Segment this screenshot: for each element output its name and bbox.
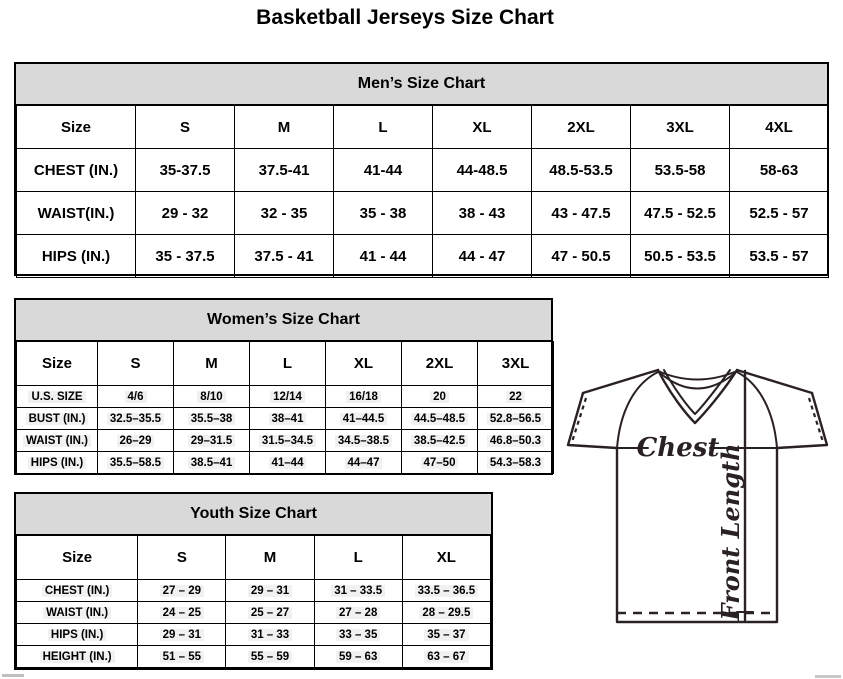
size-value: 33.5 – 36.5 bbox=[415, 585, 479, 597]
row-label-text: HIPS (IN.) bbox=[48, 629, 106, 641]
size-value: 29–31.5 bbox=[188, 435, 236, 447]
size-value-cell bbox=[334, 235, 433, 278]
column-header: L bbox=[314, 536, 402, 580]
size-value: 31 – 33.5 bbox=[331, 585, 385, 597]
size-value-cell bbox=[532, 235, 631, 278]
column-header: S bbox=[136, 106, 235, 149]
size-value: 47.5 - 52.5 bbox=[644, 204, 716, 222]
size-value-cell bbox=[532, 149, 631, 192]
row-label-text: CHEST (IN.) bbox=[42, 585, 113, 597]
size-value: 38.5–42.5 bbox=[411, 435, 468, 447]
size-value-cell bbox=[314, 624, 402, 646]
jersey-left-shoulder bbox=[583, 370, 658, 393]
size-value-cell bbox=[138, 624, 226, 646]
womens-size-chart-title: Women’s Size Chart bbox=[16, 300, 551, 341]
column-header: XL bbox=[433, 106, 532, 149]
size-value: 52.5 - 57 bbox=[749, 204, 809, 222]
size-value: 41 - 44 bbox=[359, 247, 407, 265]
size-value: 4/6 bbox=[125, 391, 147, 403]
size-value-cell bbox=[314, 602, 402, 624]
size-value: 34.5–38.5 bbox=[335, 435, 392, 447]
row-label-text: WAIST (IN.) bbox=[43, 607, 111, 619]
size-value-cell bbox=[433, 149, 532, 192]
size-value: 53.5 - 57 bbox=[749, 247, 809, 265]
size-value: 44.5–48.5 bbox=[411, 413, 468, 425]
size-value-cell bbox=[226, 624, 314, 646]
column-header: 4XL bbox=[730, 106, 829, 149]
row-label bbox=[17, 602, 138, 624]
size-value: 46.8–50.3 bbox=[487, 435, 544, 447]
size-value: 35.5–58.5 bbox=[107, 457, 164, 469]
size-value: 37.5 - 41 bbox=[254, 247, 314, 265]
row-label bbox=[17, 149, 136, 192]
size-value-cell bbox=[326, 430, 402, 452]
size-value-cell bbox=[98, 430, 174, 452]
size-value: 41-44 bbox=[363, 161, 403, 179]
size-value: 38 - 43 bbox=[458, 204, 506, 222]
size-value: 37.5-41 bbox=[258, 161, 310, 179]
size-value-cell bbox=[250, 408, 326, 430]
row-label bbox=[17, 386, 98, 408]
scrollbar-fragment-right bbox=[815, 675, 841, 678]
size-value: 24 – 25 bbox=[160, 607, 204, 619]
size-value: 8/10 bbox=[197, 391, 225, 403]
scrollbar-fragment-left bbox=[2, 674, 24, 677]
size-value: 31 – 33 bbox=[248, 629, 292, 641]
size-value: 55 – 59 bbox=[248, 651, 292, 663]
row-label-text: HIPS (IN.) bbox=[41, 247, 111, 265]
size-value-cell bbox=[174, 386, 250, 408]
row-label bbox=[17, 452, 98, 474]
column-header: L bbox=[334, 106, 433, 149]
size-value-cell bbox=[98, 386, 174, 408]
size-value-cell bbox=[478, 408, 554, 430]
column-header: 2XL bbox=[532, 106, 631, 149]
column-header: 3XL bbox=[631, 106, 730, 149]
size-value-cell bbox=[98, 452, 174, 474]
size-value-cell bbox=[402, 430, 478, 452]
column-header: Size bbox=[17, 342, 98, 386]
jersey-diagram-svg bbox=[556, 360, 843, 660]
size-value-cell bbox=[98, 408, 174, 430]
size-value-cell bbox=[250, 386, 326, 408]
size-value: 28 – 29.5 bbox=[419, 607, 473, 619]
row-label bbox=[17, 235, 136, 278]
size-value-cell bbox=[136, 149, 235, 192]
size-value: 22 bbox=[506, 391, 525, 403]
size-value-cell bbox=[402, 624, 490, 646]
size-value-cell bbox=[478, 452, 554, 474]
size-value-cell bbox=[138, 580, 226, 602]
size-value-cell bbox=[136, 235, 235, 278]
mens-size-table bbox=[16, 105, 829, 278]
youth-size-table bbox=[16, 535, 491, 668]
size-value-cell bbox=[314, 646, 402, 668]
column-header: L bbox=[250, 342, 326, 386]
size-value: 63 – 67 bbox=[424, 651, 468, 663]
size-value: 44-48.5 bbox=[456, 161, 508, 179]
size-value-cell bbox=[730, 149, 829, 192]
size-value: 38–41 bbox=[269, 413, 307, 425]
size-value: 32 - 35 bbox=[260, 204, 308, 222]
size-value-cell bbox=[174, 452, 250, 474]
size-value-cell bbox=[334, 192, 433, 235]
size-value: 29 - 32 bbox=[161, 204, 209, 222]
page-title: Basketball Jerseys Size Chart bbox=[256, 6, 554, 29]
column-header: S bbox=[138, 536, 226, 580]
size-value: 16/18 bbox=[346, 391, 381, 403]
size-value: 53.5-58 bbox=[654, 161, 706, 179]
mens-size-chart-title: Men’s Size Chart bbox=[16, 64, 827, 105]
row-label bbox=[17, 408, 98, 430]
size-value-cell bbox=[402, 452, 478, 474]
size-value-cell bbox=[326, 386, 402, 408]
size-value: 32.5–35.5 bbox=[107, 413, 164, 425]
size-value-cell bbox=[478, 430, 554, 452]
size-value: 20 bbox=[430, 391, 449, 403]
row-label-text: WAIST(IN.) bbox=[37, 204, 115, 222]
row-label-text: BUST (IN.) bbox=[26, 413, 89, 425]
row-label-text: WAIST (IN.) bbox=[23, 435, 91, 447]
size-value-cell bbox=[235, 235, 334, 278]
chest-label: Chest bbox=[636, 433, 720, 463]
size-value: 12/14 bbox=[270, 391, 305, 403]
size-value-cell bbox=[730, 235, 829, 278]
row-label bbox=[17, 430, 98, 452]
size-value-cell bbox=[226, 580, 314, 602]
size-value: 41–44 bbox=[269, 457, 307, 469]
size-value-cell bbox=[235, 192, 334, 235]
size-value-cell bbox=[138, 602, 226, 624]
size-value: 29 – 31 bbox=[248, 585, 292, 597]
size-value: 31.5–34.5 bbox=[259, 435, 316, 447]
row-label-text: HEIGHT (IN.) bbox=[40, 651, 115, 663]
size-value-cell bbox=[402, 408, 478, 430]
size-value: 43 - 47.5 bbox=[551, 204, 611, 222]
column-header: 3XL bbox=[478, 342, 554, 386]
size-value: 44 - 47 bbox=[458, 247, 506, 265]
size-value-cell bbox=[532, 192, 631, 235]
size-value-cell bbox=[334, 149, 433, 192]
size-value-cell bbox=[730, 192, 829, 235]
size-value: 35 – 37 bbox=[424, 629, 468, 641]
mens-size-chart bbox=[14, 62, 829, 276]
row-label-text: CHEST (IN.) bbox=[33, 161, 119, 179]
size-value: 47–50 bbox=[421, 457, 459, 469]
jersey-measurement-diagram bbox=[556, 360, 843, 660]
size-value-cell bbox=[433, 192, 532, 235]
size-value: 51 – 55 bbox=[160, 651, 204, 663]
column-header: Size bbox=[17, 536, 138, 580]
size-value-cell bbox=[631, 149, 730, 192]
size-value: 41–44.5 bbox=[340, 413, 388, 425]
size-value: 48.5-53.5 bbox=[549, 161, 613, 179]
size-value: 47 - 50.5 bbox=[551, 247, 611, 265]
youth-size-chart bbox=[14, 492, 493, 670]
size-value-cell bbox=[136, 192, 235, 235]
size-value: 26–29 bbox=[117, 435, 155, 447]
size-value: 58-63 bbox=[759, 161, 799, 179]
row-label bbox=[17, 580, 138, 602]
size-value-cell bbox=[326, 452, 402, 474]
size-value: 35 - 38 bbox=[359, 204, 407, 222]
size-value: 27 – 28 bbox=[336, 607, 380, 619]
size-value: 35.5–38 bbox=[188, 413, 236, 425]
size-value-cell bbox=[631, 235, 730, 278]
size-value-cell bbox=[235, 149, 334, 192]
front-length-label: Front Length bbox=[716, 443, 745, 621]
size-value-cell bbox=[433, 235, 532, 278]
row-label-text: U.S. SIZE bbox=[28, 391, 85, 403]
size-value-cell bbox=[326, 408, 402, 430]
jersey-body-outline bbox=[617, 448, 777, 622]
row-label bbox=[17, 624, 138, 646]
jersey-right-sleeve bbox=[777, 393, 827, 448]
size-value-cell bbox=[402, 602, 490, 624]
youth-size-chart-title: Youth Size Chart bbox=[16, 494, 491, 535]
size-value: 25 – 27 bbox=[248, 607, 292, 619]
column-header: XL bbox=[402, 536, 490, 580]
size-value-cell bbox=[478, 386, 554, 408]
size-value: 50.5 - 53.5 bbox=[644, 247, 716, 265]
size-value: 35-37.5 bbox=[159, 161, 211, 179]
size-value-cell bbox=[250, 430, 326, 452]
row-label-text: HIPS (IN.) bbox=[28, 457, 86, 469]
size-value: 33 – 35 bbox=[336, 629, 380, 641]
size-value: 59 – 63 bbox=[336, 651, 380, 663]
size-value: 27 – 29 bbox=[160, 585, 204, 597]
jersey-right-shoulder bbox=[737, 370, 812, 393]
womens-size-table bbox=[16, 341, 554, 474]
size-value: 35 - 37.5 bbox=[155, 247, 215, 265]
size-value-cell bbox=[174, 430, 250, 452]
size-value-cell bbox=[226, 602, 314, 624]
jersey-left-sleeve bbox=[568, 393, 617, 448]
size-value: 54.3–58.3 bbox=[487, 457, 544, 469]
size-value-cell bbox=[402, 580, 490, 602]
size-value-cell bbox=[174, 408, 250, 430]
womens-size-chart bbox=[14, 298, 553, 475]
row-label bbox=[17, 646, 138, 668]
column-header: M bbox=[235, 106, 334, 149]
column-header: 2XL bbox=[402, 342, 478, 386]
size-value-cell bbox=[631, 192, 730, 235]
size-value-cell bbox=[138, 646, 226, 668]
size-value: 29 – 31 bbox=[160, 629, 204, 641]
size-value: 38.5–41 bbox=[188, 457, 236, 469]
size-value: 52.8–56.5 bbox=[487, 413, 544, 425]
jersey-right-armhole-seam bbox=[737, 372, 777, 448]
size-value-cell bbox=[402, 386, 478, 408]
column-header: S bbox=[98, 342, 174, 386]
column-header: M bbox=[174, 342, 250, 386]
size-value: 44–47 bbox=[345, 457, 383, 469]
row-label bbox=[17, 192, 136, 235]
size-value-cell bbox=[250, 452, 326, 474]
column-header: XL bbox=[326, 342, 402, 386]
column-header: M bbox=[226, 536, 314, 580]
size-value-cell bbox=[226, 646, 314, 668]
size-value-cell bbox=[402, 646, 490, 668]
column-header: Size bbox=[17, 106, 136, 149]
size-value-cell bbox=[314, 580, 402, 602]
